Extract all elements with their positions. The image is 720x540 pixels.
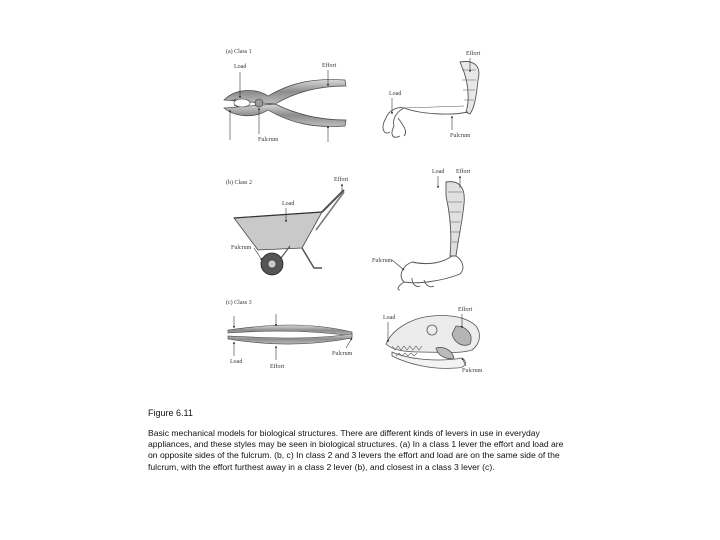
skull-load-label: Load: [383, 315, 396, 321]
limb2-effort-label: Effort: [456, 169, 471, 175]
figure-caption-title: Figure 6.11: [148, 408, 193, 418]
tweezers-effort-label: Effort: [270, 364, 285, 370]
pliers-load-label: Load: [234, 64, 247, 70]
panel-c-label: (c) Class 3: [226, 300, 252, 306]
limb1-fulcrum-label: Fulcrum: [450, 133, 471, 139]
limb-class1-illustration: [383, 62, 479, 138]
limb2-load-label: Load: [432, 169, 445, 175]
pliers-fulcrum-label: Fulcrum: [258, 137, 279, 143]
limb2-fulcrum-label: Fulcrum: [372, 258, 393, 264]
tweezers-illustration: [228, 325, 352, 344]
wheelbarrow-fulcrum-label: Fulcrum: [231, 245, 252, 251]
pliers-illustration: [224, 80, 346, 127]
skull-illustration: [386, 315, 479, 368]
tweezers-load-label: Load: [230, 359, 243, 365]
limb1-load-label: Load: [389, 91, 402, 97]
panel-b-label: (b) Class 2: [226, 180, 252, 186]
tweezers-fulcrum-label: Fulcrum: [332, 351, 353, 357]
skull-effort-label: Effort: [458, 307, 473, 313]
limb1-effort-label: Effort: [466, 51, 481, 57]
wheelbarrow-load-label: Load: [282, 201, 295, 207]
wheelbarrow-effort-label: Effort: [334, 177, 349, 183]
pliers-effort-label-top: Effort: [322, 63, 337, 69]
panel-a-label: (a) Class 1: [226, 49, 252, 55]
limb-class2-illustration: [398, 182, 464, 290]
figure-caption-text: Basic mechanical models for biological structures. There are different kinds of levers in use in everyday appliances, and these styles may be seen in biological structures. (a) In a class 1 lever the effort and load are on opposite sides of the fulcrum. (b, c) In class 2 and 3 levers the effort and load are on the same side of the fulcrum, with the effort furthest away in a class 2 lever (b), and closest in a class 3 lever (c).: [148, 428, 564, 472]
skull-fulcrum-label: Fulcrum: [462, 368, 483, 374]
